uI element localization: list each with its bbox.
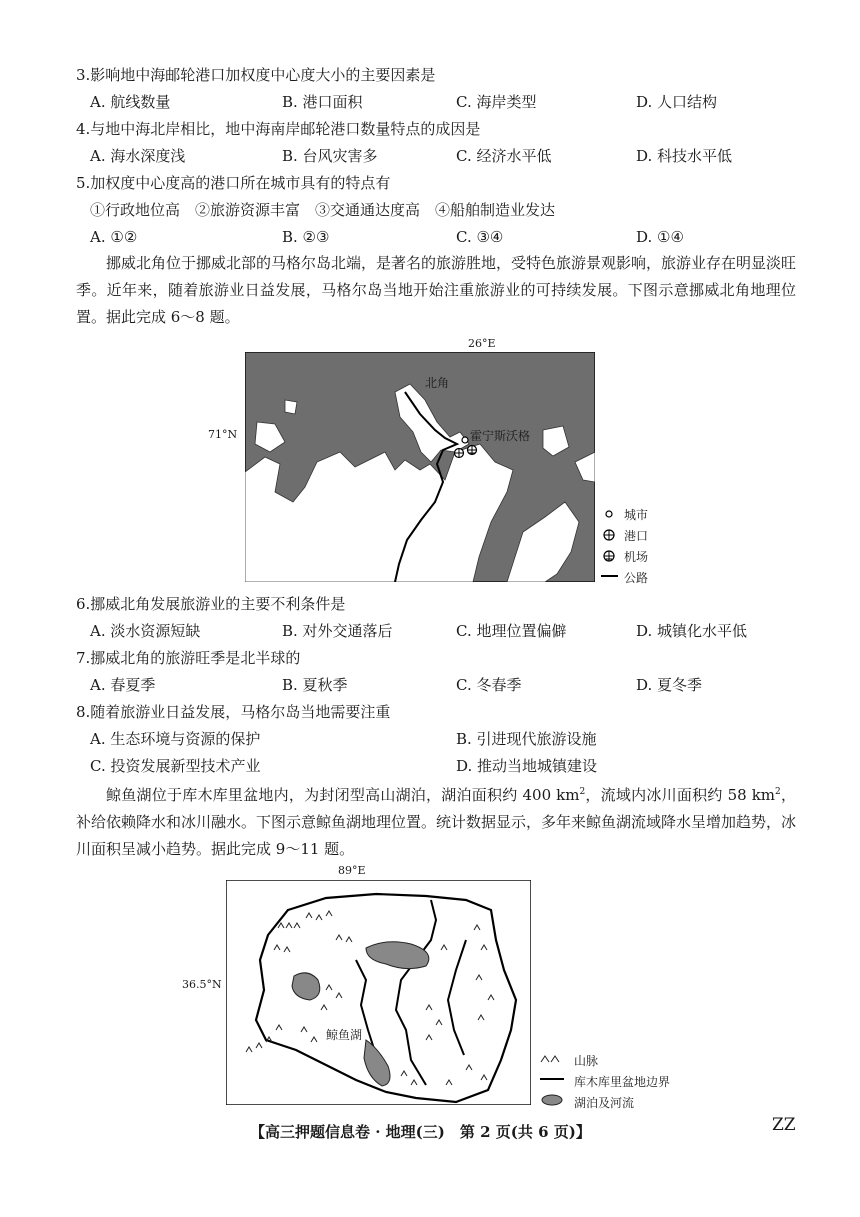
q8-stem: 8.随着旅游业日益发展，马格尔岛当地需要注重 <box>76 703 391 721</box>
map1-cape-label: 北角 <box>425 376 450 390</box>
legend-water: 湖泊及河流 <box>574 1096 635 1110</box>
q5-option-b: B. ②③ <box>282 228 330 246</box>
q5-items: ①行政地位高 ②旅游资源丰富 ③交通通达度高 ④船舶制造业发达 <box>90 201 556 219</box>
km2-superscript-1: 2 <box>579 787 586 797</box>
q7-option-a: A. 春夏季 <box>90 676 156 694</box>
q3-stem: 3.影响地中海邮轮港口加权度中心度大小的主要因素是 <box>76 66 436 84</box>
legend-port: 港口 <box>624 529 649 543</box>
q5-option-c: C. ③④ <box>456 228 504 246</box>
q4-option-c: C. 经济水平低 <box>456 147 552 165</box>
map2-lake-label: 鲸鱼湖 <box>326 1028 363 1042</box>
q7-option-b: B. 夏秋季 <box>282 676 348 694</box>
map1-longitude-label: 26°E <box>468 337 496 350</box>
map2-legend-symbols <box>538 1048 568 1108</box>
passage-north-cape: 挪威北角位于挪威北部的马格尔岛北端，是著名的旅游胜地，受特色旅游景观影响，旅游业存在明显淡旺季。近年来，随着旅游业日益发展，马格尔岛当地开始注重旅游业的可持续发展。下图示意挪威北角地理位置。据此完成 6～8 题。 <box>76 254 797 326</box>
map1-north-cape <box>245 352 595 582</box>
map1-city-label: 霍宁斯沃格 <box>470 429 531 443</box>
map2-longitude-label: 89°E <box>338 864 366 877</box>
passage2-part-b: ，流域内冰川面积约 58 km <box>585 786 776 804</box>
passage2-part-a: 鲸鱼湖位于库木库里盆地内，为封闭型高山湖泊，湖泊面积约 400 km <box>106 786 580 804</box>
map2-whale-lake <box>226 880 531 1105</box>
passage2-part-c: ，补给依赖降水和冰川融水。下图示意鲸鱼湖地理位置。统计数据显示，多年来鲸鱼湖流域降水呈增加趋势，冰川面积呈减小趋势。据此完成 9～11 题。 <box>76 786 797 858</box>
q6-option-c: C. 地理位置偏僻 <box>456 622 567 640</box>
q6-option-a: A. 淡水资源短缺 <box>90 622 201 640</box>
q3-option-c: C. 海岸类型 <box>456 93 537 111</box>
q3-option-a: A. 航线数量 <box>90 93 171 111</box>
q6-stem: 6.挪威北角发展旅游业的主要不利条件是 <box>76 595 346 613</box>
q7-option-d: D. 夏冬季 <box>636 676 703 694</box>
legend-mountain: 山脉 <box>574 1054 599 1068</box>
q3-option-b: B. 港口面积 <box>282 93 363 111</box>
passage-whale-lake <box>76 779 796 863</box>
map1-latitude-label: 71°N <box>208 428 238 441</box>
q4-stem: 4.与地中海北岸相比，地中海南岸邮轮港口数量特点的成因是 <box>76 120 481 138</box>
legend-mountain-icon <box>541 1056 559 1062</box>
q5-option-d: D. ①④ <box>636 228 684 246</box>
page-footer: 【高三押题信息卷 · 地理(三) 第 2 页(共 6 页)】 <box>250 1123 591 1141</box>
q4-option-d: D. 科技水平低 <box>636 147 733 165</box>
legend-boundary: 库木库里盆地边界 <box>574 1075 671 1089</box>
q8-option-b: B. 引进现代旅游设施 <box>456 730 597 748</box>
legend-city: 城市 <box>624 508 649 522</box>
q7-stem: 7.挪威北角的旅游旺季是北半球的 <box>76 649 301 667</box>
q8-option-d: D. 推动当地城镇建设 <box>456 757 598 775</box>
legend-airport: 机场 <box>624 550 649 564</box>
page-code: ZZ <box>772 1115 796 1135</box>
q4-option-b: B. 台风灾害多 <box>282 147 378 165</box>
q8-option-a: A. 生态环境与资源的保护 <box>90 730 261 748</box>
q4-option-a: A. 海水深度浅 <box>90 147 186 165</box>
city-icon <box>462 437 468 443</box>
km2-superscript-2: 2 <box>775 787 781 797</box>
q5-stem: 5.加权度中心度高的港口所在城市具有的特点有 <box>76 174 391 192</box>
q6-option-d: D. 城镇化水平低 <box>636 622 748 640</box>
legend-city-icon <box>606 511 612 517</box>
q8-option-c: C. 投资发展新型技术产业 <box>90 757 261 775</box>
map1-legend-symbols <box>600 506 620 586</box>
map2-latitude-label: 36.5°N <box>182 978 222 991</box>
q5-option-a: A. ①② <box>90 228 138 246</box>
q3-option-d: D. 人口结构 <box>636 93 718 111</box>
legend-road: 公路 <box>624 571 649 585</box>
q6-option-b: B. 对外交通落后 <box>282 622 393 640</box>
q7-option-c: C. 冬春季 <box>456 676 522 694</box>
legend-water-icon <box>542 1095 562 1105</box>
